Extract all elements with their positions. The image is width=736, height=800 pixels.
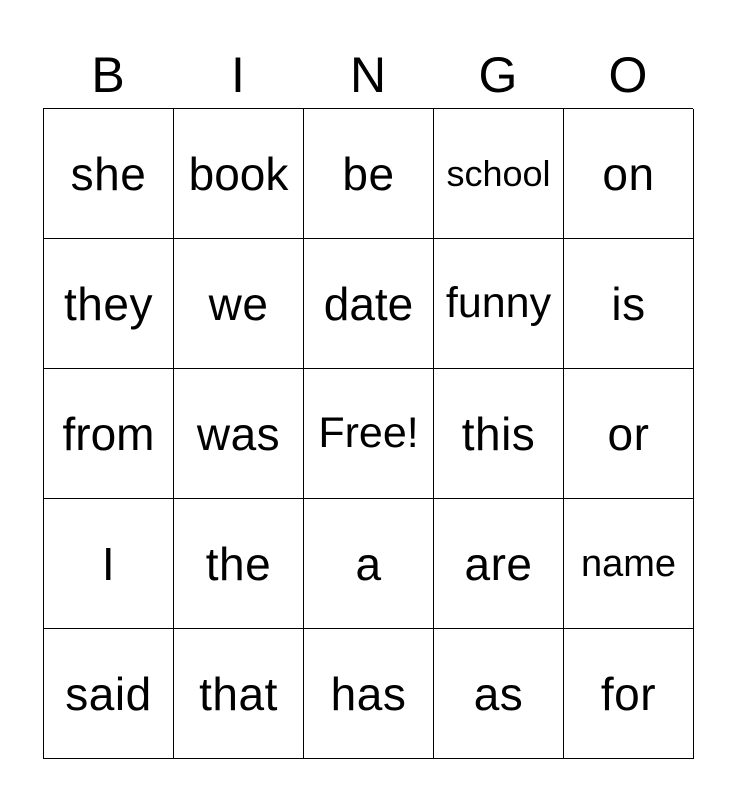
bingo-cell[interactable]: has [304,629,434,759]
free-space-cell[interactable]: Free! [304,369,434,499]
bingo-card [43,40,693,759]
bingo-cell[interactable]: school [434,109,564,239]
header-letter-i: I [231,47,245,103]
bingo-header [43,40,693,108]
bingo-cell[interactable]: this [434,369,564,499]
bingo-grid [43,108,693,759]
bingo-cell[interactable]: I [44,499,174,629]
bingo-cell[interactable]: is [564,239,694,369]
bingo-cell[interactable]: the [174,499,304,629]
bingo-cell[interactable]: they [44,239,174,369]
bingo-cell[interactable]: that [174,629,304,759]
bingo-cell[interactable]: name [564,499,694,629]
bingo-cell[interactable]: said [44,629,174,759]
bingo-cell[interactable]: funny [434,239,564,369]
bingo-cell[interactable]: be [304,109,434,239]
bingo-cell[interactable]: book [174,109,304,239]
bingo-cell[interactable]: was [174,369,304,499]
bingo-cell[interactable]: as [434,629,564,759]
header-letter-o: O [608,47,648,103]
header-letter-g: G [478,47,518,103]
bingo-cell[interactable]: we [174,239,304,369]
bingo-cell[interactable]: on [564,109,694,239]
bingo-cell[interactable]: from [44,369,174,499]
bingo-cell[interactable]: are [434,499,564,629]
bingo-cell[interactable]: she [44,109,174,239]
bingo-cell[interactable]: or [564,369,694,499]
header-letter-b: B [91,47,125,103]
bingo-cell[interactable]: date [304,239,434,369]
header-letter-n: N [349,47,387,103]
bingo-cell[interactable]: for [564,629,694,759]
bingo-cell[interactable]: a [304,499,434,629]
